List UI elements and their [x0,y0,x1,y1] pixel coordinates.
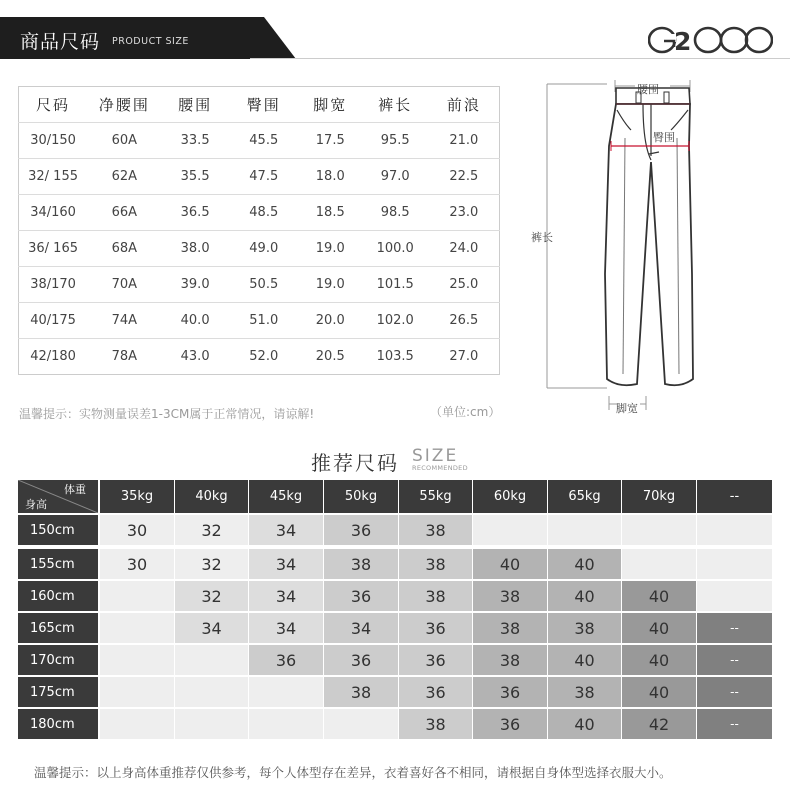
weight-header: 45kg [249,480,323,513]
size-cell [100,645,174,675]
table-cell: 17.5 [299,123,362,159]
table-cell: 100.0 [362,231,429,267]
table-row [19,267,500,303]
size-cell [249,677,323,707]
size-cell: 34 [249,581,323,611]
size-cell [473,515,547,545]
size-cell [622,549,696,579]
table-cell: 38/170 [19,267,88,303]
header-waist: 腰围 [178,96,213,114]
size-cell: 36 [324,645,398,675]
table-cell: 68A [87,231,161,267]
size-cell: 40 [622,613,696,643]
size-cell: 40 [473,549,547,579]
size-cell: 38 [399,549,472,579]
table-cell: 40.0 [162,303,229,339]
size-cell: 38 [473,581,547,611]
table-cell: 22.5 [429,159,500,195]
size-cell: 42 [622,709,696,739]
size-cell: 36 [399,677,472,707]
table-row [19,231,500,267]
grid-corner [18,480,98,513]
table-row [19,339,500,375]
weight-header: 40kg [175,480,248,513]
page-subtitle: PRODUCT SIZE [112,36,189,47]
size-cell: 30 [100,515,174,545]
table-cell: 38.0 [162,231,229,267]
length-label: 裤长 [531,231,553,244]
table-row [19,123,500,159]
table-cell: 78A [87,339,161,375]
size-cell: 32 [175,549,248,579]
table-cell: 70A [87,267,161,303]
size-cell: 38 [399,709,472,739]
size-cell: 34 [324,613,398,643]
table-cell: 32/ 155 [19,159,88,195]
table-cell: 52.0 [229,339,299,375]
recommend-title-en-small: RECOMMENDED [412,464,468,472]
size-cell: 38 [324,677,398,707]
table-cell: 18.0 [299,159,362,195]
height-header: 165cm [18,613,98,643]
weight-header: 70kg [622,480,696,513]
table-cell: 45.5 [229,123,299,159]
table-cell: 24.0 [429,231,500,267]
height-header: 150cm [18,515,98,545]
size-cell: 38 [399,581,472,611]
size-cell: 32 [175,581,248,611]
pants-diagram [525,74,740,419]
table-row [19,159,500,195]
size-cell [175,677,248,707]
size-cell: 38 [324,549,398,579]
svg-text:2: 2 [674,27,692,54]
table-cell: 47.5 [229,159,299,195]
table-cell: 98.5 [362,195,429,231]
size-cell: -- [697,677,772,707]
table-cell: 35.5 [162,159,229,195]
table-cell: 39.0 [162,267,229,303]
size-cell: 38 [548,613,621,643]
size-cell: 36 [473,709,547,739]
header-front-rise: 前浪 [446,96,481,114]
table-cell: 97.0 [362,159,429,195]
table-cell: 21.0 [429,123,500,159]
size-cell: -- [697,613,772,643]
table-cell: 74A [87,303,161,339]
size-cell: -- [697,645,772,675]
table-cell: 36.5 [162,195,229,231]
size-cell: 40 [622,645,696,675]
table-cell: 23.0 [429,195,500,231]
table-cell: 26.5 [429,303,500,339]
size-cell [697,549,772,579]
table-cell: 30/150 [19,123,88,159]
table-cell: 50.5 [229,267,299,303]
table-cell: 62A [87,159,161,195]
weight-header: 55kg [399,480,472,513]
size-cell: 36 [473,677,547,707]
height-header: 180cm [18,709,98,739]
recommend-grid [18,480,772,746]
table-cell: 95.5 [362,123,429,159]
measure-note: 温馨提示：实物测量误差1-3CM属于正常情况，请谅解! [19,407,315,421]
table-header-row [19,87,500,123]
waist-label: 腰围 [637,83,659,96]
weight-header: 50kg [324,480,398,513]
hip-label: 臀围 [653,131,675,144]
brand-logo [648,26,773,54]
recommend-title-en: SIZE [412,446,459,466]
size-cell [100,581,174,611]
leg-opening-label: 脚宽 [616,402,638,415]
size-cell: 36 [249,645,323,675]
table-cell: 43.0 [162,339,229,375]
size-cell: 34 [175,613,248,643]
size-cell: -- [697,709,772,739]
size-cell: 40 [622,677,696,707]
table-cell: 42/180 [19,339,88,375]
table-cell: 51.0 [229,303,299,339]
size-cell: 36 [399,645,472,675]
size-cell: 36 [399,613,472,643]
size-cell [622,515,696,545]
size-cell: 40 [622,581,696,611]
table-cell: 60A [87,123,161,159]
size-cell: 40 [548,645,621,675]
page-title: 商品尺码 [20,31,101,53]
size-chart-table [18,86,500,375]
recommend-note: 温馨提示：以上身高体重推荐仅供参考，每个人体型存在差异，衣着喜好各不相同，请根据自身体型选择衣服大小。 [34,765,672,780]
size-cell: 36 [324,581,398,611]
header-divider [250,58,790,59]
size-cell: 40 [548,709,621,739]
header-hip: 臀围 [246,96,281,114]
weight-header: 65kg [548,480,621,513]
size-cell: 34 [249,549,323,579]
height-header: 155cm [18,549,98,579]
size-cell [548,515,621,545]
table-cell: 103.5 [362,339,429,375]
size-cell: 40 [548,549,621,579]
size-cell: 38 [473,613,547,643]
size-cell [697,581,772,611]
table-cell: 20.0 [299,303,362,339]
table-cell: 102.0 [362,303,429,339]
size-cell [175,709,248,739]
corner-weight-label: 体重 [64,483,86,496]
weight-header: -- [697,480,772,513]
table-row [19,195,500,231]
size-cell [100,613,174,643]
size-cell: 38 [473,645,547,675]
table-cell: 34/160 [19,195,88,231]
size-cell: 32 [175,515,248,545]
table-row [19,303,500,339]
table-cell: 25.0 [429,267,500,303]
size-cell: 30 [100,549,174,579]
table-cell: 66A [87,195,161,231]
header-net-waist: 净腰围 [98,96,150,114]
size-cell [324,709,398,739]
size-cell [100,677,174,707]
corner-height-label: 身高 [25,498,47,511]
height-header: 160cm [18,581,98,611]
header-leg-opening: 脚宽 [313,96,348,114]
table-cell: 19.0 [299,231,362,267]
table-cell: 18.5 [299,195,362,231]
size-cell [697,515,772,545]
table-cell: 101.5 [362,267,429,303]
weight-header: 60kg [473,480,547,513]
table-cell: 49.0 [229,231,299,267]
table-cell: 20.5 [299,339,362,375]
size-cell: 34 [249,515,323,545]
table-cell: 40/175 [19,303,88,339]
size-cell [175,645,248,675]
height-header: 175cm [18,677,98,707]
unit-label: （单位:cm） [430,405,501,419]
weight-header: 35kg [100,480,174,513]
size-cell: 36 [324,515,398,545]
height-header: 170cm [18,645,98,675]
size-cell: 38 [399,515,472,545]
header-length: 裤长 [378,96,413,114]
recommend-title: 推荐尺码 [311,451,399,475]
table-cell: 36/ 165 [19,231,88,267]
table-cell: 19.0 [299,267,362,303]
table-cell: 27.0 [429,339,500,375]
size-cell [249,709,323,739]
size-cell [100,709,174,739]
size-cell: 40 [548,581,621,611]
table-cell: 48.5 [229,195,299,231]
size-cell: 38 [548,677,621,707]
size-cell: 34 [249,613,323,643]
header-size: 尺码 [36,96,71,114]
table-cell: 33.5 [162,123,229,159]
